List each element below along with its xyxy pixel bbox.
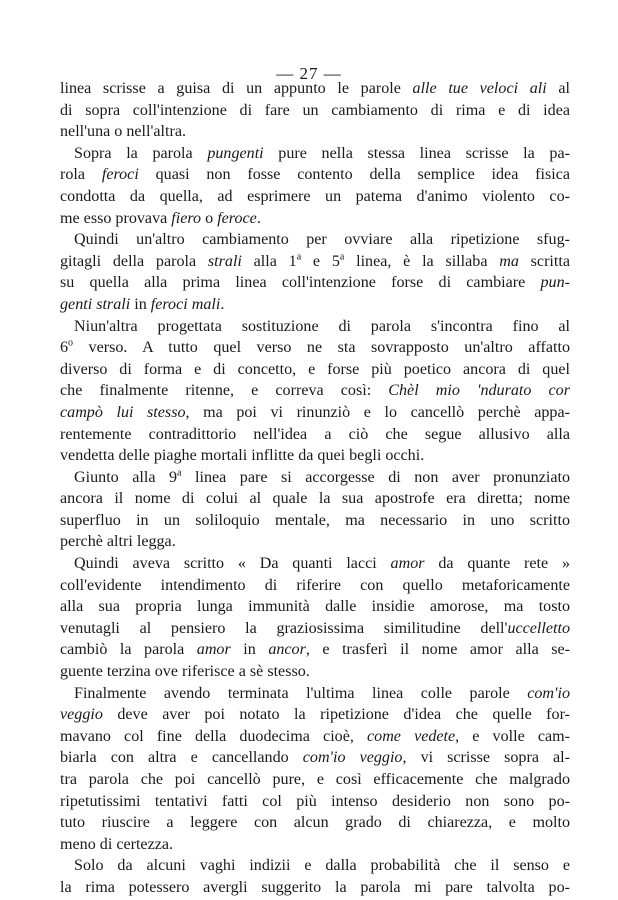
text-line: Quindi un'altro cambiamento per ovviare alla ripetizione sfug- (74, 231, 570, 249)
text-line: venutagli al pensiero la graziosissima similitudine dell'uccelletto (60, 619, 570, 637)
text-line: su quella alla prima linea coll'intenzione forse di cambiare pun- (60, 274, 570, 292)
text-line: di sopra coll'intenzione di fare un cambiamento di rima e di idea (60, 101, 570, 119)
text-line: campò lui stesso, ma poi vi rinunziò e lo cancellò perchè appa- (60, 403, 570, 421)
text-line: Quindi aveva scritto « Da quanti lacci amor da quante rete » (74, 555, 570, 573)
text-line: superfluo in un soliloquio mentale, ma necessario in uno scritto (60, 511, 570, 529)
text-line: genti strali in feroci mali. (60, 295, 225, 313)
text-line: Finalmente avendo terminata l'ultima linea colle parole com'io (74, 684, 570, 702)
text-line: mavano col fine della duodecima cioè, come vedete, e volle cam- (60, 727, 570, 745)
text-line: biarla con altra e cancellando com'io veggio, vi scrisse sopra al- (60, 749, 570, 767)
text-line: Giunto alla 9$^a$ linea pare si accorgesse di non aver pronunziato (74, 467, 570, 486)
text-line: condotta da quella, ad esprimere un patema d'animo violento co- (60, 187, 570, 205)
text-line: meno di certezza. (60, 835, 174, 853)
text-line: veggio deve aver poi notato la ripetizione d'idea che quelle for- (60, 706, 570, 724)
text-line: nell'una o nell'altra. (60, 123, 187, 141)
text-line: che finalmente ritenne, e correva così: Chèl mio 'ndurato cor (60, 382, 570, 400)
text-line: guente terzina ove riferisce a sè stesso. (60, 663, 310, 681)
text-line: tra parola che poi cancellò pure, e così efficacemente che malgrado (60, 771, 570, 788)
text-line: 6$^o$ verso. A tutto quel verso ne sta sovrapposto un'altro affatto (60, 337, 570, 357)
text-line: tuto riuscire a leggere con alcun grado di chiarezza, e molto (60, 814, 570, 832)
text-line: perchè altri legga. (60, 533, 176, 551)
text-line: rola feroci quasi non fosse contento della semplice idea fisica (60, 166, 570, 184)
body-text (60, 78, 570, 899)
text-line: Niun'altra progettata sostituzione di parola s'incontra fino al (74, 317, 570, 335)
text-line: Sopra la parola pungenti pure nella stessa linea scrisse la pa- (74, 144, 570, 162)
text-line: cambiò la parola amor in ancor, e trasferì il nome amor alla se- (60, 641, 570, 659)
text-line: la rima potessero avergli suggerito la parola mi pare talvolta po- (60, 878, 570, 896)
text-line: gitagli della parola strali alla 1$^a$ e 5$^a$ linea, è la sillaba ma scritta (60, 251, 570, 270)
page-number: — 27 — (276, 64, 342, 83)
text-line: vendetta delle piaghe mortali inflitte da quei begli occhi. (60, 447, 425, 465)
text-line: coll'evidente intendimento di riferire con quello metaforicamente (60, 576, 570, 594)
text-line: diverso di forma e di concetto, e forse più poetico ancora di quel (60, 360, 570, 378)
text-line: rentemente contradittorio nell'idea a ciò che segue allusivo alla (60, 425, 570, 443)
text-line: Solo da alcuni vaghi indizii e dalla probabilità che il senso e (74, 857, 570, 875)
text-line: alla sua propria lunga immunità dalle insidie amorose, ma tosto (60, 598, 570, 616)
text-line: me esso provava fiero o feroce. (60, 209, 261, 227)
text-line: linea scrisse a guisa di un appunto le parole alle tue veloci ali al (60, 80, 570, 97)
text-line: ancora il nome di colui al quale la sua apostrofe era diretta; nome (60, 490, 570, 508)
text-line: ripetutissimi tentativi fatti col più intenso desiderio non sono po- (60, 792, 570, 810)
